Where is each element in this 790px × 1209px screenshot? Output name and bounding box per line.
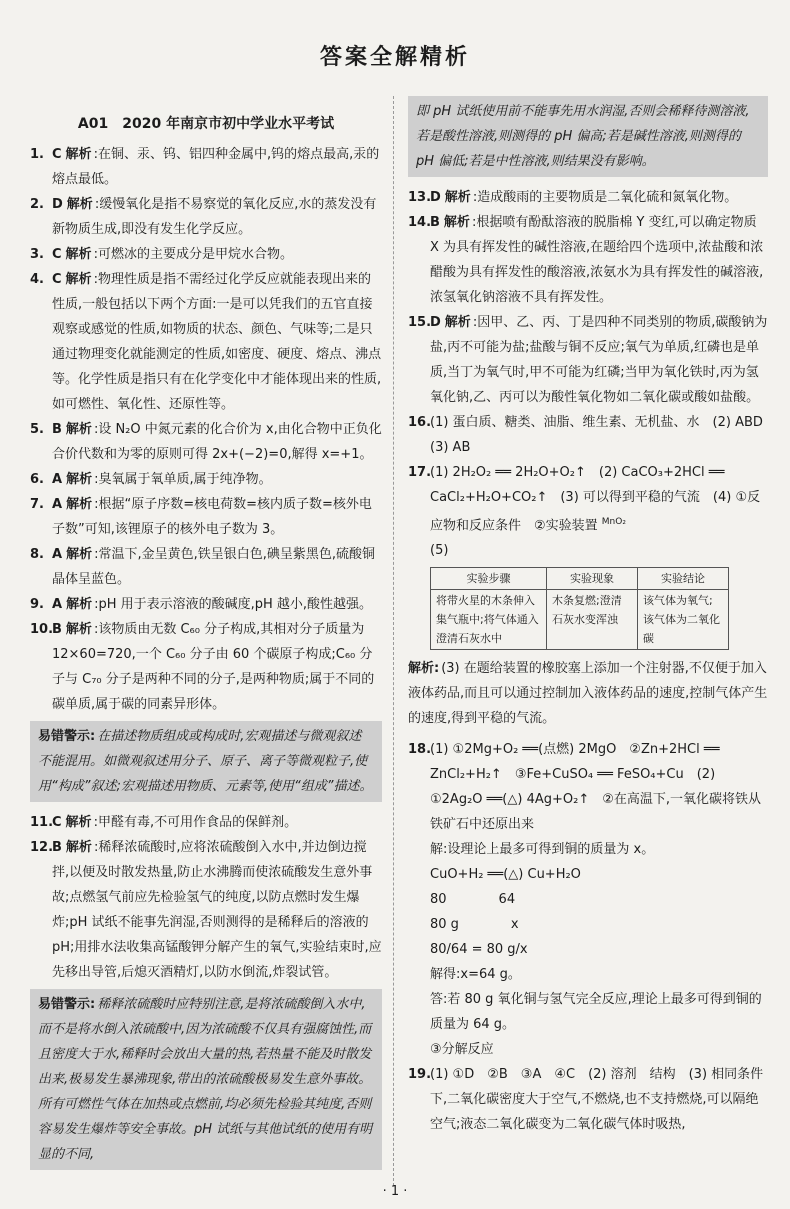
colon: :	[93, 815, 98, 830]
analysis-text: (3) 在题给装置的橡胶塞上添加一个注射器,不仅便于加入液体药品,而且可以通过控制加入液体药品的速度,控制气体产生的速度,得到平稳的气流。	[408, 661, 768, 727]
analysis-label: 解析	[65, 272, 92, 287]
question-number: 10.	[30, 622, 54, 637]
colon: :	[94, 197, 100, 212]
question-number: 15.	[408, 315, 432, 330]
warning-label: 易错警示:	[38, 729, 96, 744]
answer-letter: B	[52, 840, 62, 855]
answer-item	[30, 242, 382, 267]
answer-item-16	[408, 410, 768, 460]
answer-line: (3) AB	[430, 440, 471, 455]
experiment-table	[430, 567, 729, 650]
analysis-text: 甲醛有毒,不可用作食品的保鲜剂。	[97, 815, 298, 830]
answer-letter: C	[52, 272, 62, 287]
answer-lines	[430, 737, 768, 1062]
colon: :	[94, 472, 99, 487]
answer-letter: A	[52, 497, 63, 512]
answer-list	[30, 142, 382, 717]
analysis-text: 臭氧属于氧单质,属于纯净物。	[98, 472, 272, 487]
analysis-text: 该物质由无数 C₆₀ 分子构成,其相对分子质量为 12×60=720,一个 C₆₀ 分子由 60 个碳原子构成;C₆₀ 分子与 C₇₀ 分子是两种不同的分子,是两种物质;属于不同的碳单质,属于碳的同素异形体。	[52, 622, 375, 712]
analysis-text: 稀释浓硫酸时,应将浓硫酸倒入水中,并边倒边搅拌,以便及时散发热量,防止水沸腾而使浓硫酸发生意外事故;点燃氢气前应先检验氢气的纯度,以防点燃时发生爆炸;pH 试纸不能事先润湿,否则测得的是稀释后的溶液的 pH;用排水法收集高锰酸钾分解产生的氧气,实验结束时,应先移出导管,后熄灭酒精灯,以防水倒流,炸裂试管。	[52, 840, 382, 980]
colon: :	[93, 147, 98, 162]
answer-line: (1) ①D ②B ③A ④C (2) 溶剂 结构 (3) 相同条件下,二氧化碳密度大于空气,不燃烧,也不支持燃烧,可以隔绝空气;液态二氧化碳变为二氧化碳气体时吸热,	[430, 1067, 764, 1133]
answer-line: 解得:x=64 g。	[430, 967, 521, 983]
answer-item	[30, 417, 382, 467]
analysis-label: 解析	[66, 547, 93, 562]
table-cell: 该气体为氧气;该气体为二氧化碳	[638, 590, 729, 650]
question-number: 3.	[30, 247, 44, 262]
question-number: 14.	[408, 215, 432, 230]
answer-letter: D	[430, 315, 441, 330]
analysis-text: 因甲、乙、丙、丁是四种不同类别的物质,碳酸钠为盐,丙不可能为盐;盐酸与铜不反应;氧气为单质,红磷也是单质,当丁为氧气时,甲不可能为红磷;当甲为氧化铁时,丙为氢氧化钠,乙、丙可以为酸性氧化物如二氧化碳或酸如盐酸。	[430, 315, 768, 405]
analysis-label: 解析:	[408, 661, 440, 677]
right-column	[408, 96, 768, 1137]
answer-line: 80 64	[430, 892, 516, 908]
error-warning-box	[30, 989, 382, 1170]
analysis-label: 解析	[444, 190, 471, 205]
question-number: 17.	[408, 465, 432, 480]
answer-line: 答:若 80 g 氧化铜与氢气完全反应,理论上最多可得到铜的质量为 64 g。	[430, 992, 762, 1033]
analysis-text: 可燃冰的主要成分是甲烷水合物。	[97, 247, 293, 262]
analysis-label: 解析	[444, 315, 471, 330]
answer-item	[30, 142, 382, 192]
question-number: 5.	[30, 422, 44, 437]
colon: :	[472, 315, 478, 330]
question-number: 8.	[30, 547, 44, 562]
question-number: 4.	[30, 272, 44, 287]
analysis-text: 设 N₂O 中氮元素的化合价为 x,由化合物中正负化合价代数和为零的原则可得 2x+(−2)=0,解得 x=+1。	[52, 422, 382, 462]
analysis-text: pH 用于表示溶液的酸碱度,pH 越小,酸性越强。	[98, 597, 373, 612]
analysis-label: 解析	[65, 247, 92, 262]
question-number: 7.	[30, 497, 44, 512]
answer-letter: B	[52, 422, 62, 437]
question-number: 11.	[30, 815, 54, 830]
answer-item	[408, 185, 768, 210]
answer-item	[30, 192, 382, 242]
table-header: 实验现象	[547, 568, 638, 590]
warning-continued	[408, 96, 768, 177]
answer-letter: C	[52, 247, 62, 262]
analysis-label: 解析	[65, 622, 92, 637]
answer-line: (1) 蛋白质、糖类、油脂、维生素、无机盐、水 (2) ABD	[430, 415, 763, 430]
question-number: 19.	[408, 1067, 432, 1083]
answer-letter: A	[52, 472, 63, 487]
analysis-label: 解析	[443, 215, 470, 230]
answer-item	[30, 542, 382, 592]
answer-letter: D	[430, 190, 441, 205]
analysis-text: 物理性质是指不需经过化学反应就能表现出来的性质,一般包括以下两个方面:一是可以凭我们的五官直接观察或感觉的性质,如物质的状态、颜色、气味等;二是只通过物理变化就能测定的性质,如密度、硬度、熔点、沸点等。化学性质是指只有在化学变化中才能体现出来的性质,如可燃性、氧化性、还原性等。	[52, 272, 382, 412]
table-cell: 木条复燃;澄清石灰水变浑浊	[547, 590, 638, 650]
exam-title: A01 2020 年南京市初中学业水平考试	[77, 116, 335, 132]
answer-line: ③分解反应	[430, 1042, 494, 1058]
analysis-label: 解析	[65, 815, 92, 830]
table-header-row	[431, 568, 729, 590]
answer-item	[30, 592, 382, 617]
answer-item	[30, 810, 382, 835]
answer-letter: A	[52, 597, 63, 612]
analysis-text: 缓慢氧化是指不易察觉的氧化反应,水的蒸发没有新物质生成,即没有发生化学反应。	[52, 197, 377, 237]
colon: :	[471, 215, 477, 230]
left-column	[30, 112, 382, 1178]
answer-line: (5)	[430, 543, 449, 559]
answer-line: CuO+H₂ ══(△) Cu+H₂O	[430, 867, 581, 883]
table-header: 实验步骤	[431, 568, 547, 590]
analysis-label: 解析	[66, 472, 93, 487]
table-row	[431, 590, 729, 650]
analysis-text: 造成酸雨的主要物质是二氧化硫和氮氧化物。	[477, 190, 738, 205]
answer-item-17	[408, 460, 768, 563]
colon: :	[472, 190, 478, 205]
answer-letter: D	[52, 197, 63, 212]
answer-item-19	[408, 1062, 768, 1137]
question-number: 1.	[30, 147, 44, 162]
colon: :	[93, 840, 99, 855]
answer-letter: B	[52, 622, 62, 637]
answer-item	[408, 310, 768, 410]
colon: :	[93, 247, 98, 262]
analysis-text: 常温下,金呈黄色,铁呈银白色,碘呈紫黑色,硫酸铜晶体呈蓝色。	[52, 547, 375, 587]
table-header: 实验结论	[638, 568, 729, 590]
question-number: 13.	[408, 190, 432, 205]
warning-text: 在描述物质组成或构成时,宏观描述与微观叙述不能混用。如微观叙述用分子、原子、离子等微观粒子,使用“构成”叙述;宏观描述用物质、元素等,使用“组成”描述。	[38, 729, 373, 794]
column-divider	[393, 96, 394, 1186]
colon: :	[93, 422, 99, 437]
colon: :	[94, 597, 99, 612]
colon: :	[94, 547, 99, 562]
analysis-text: 在铜、汞、钨、铝四种金属中,钨的熔点最高,汞的熔点最低。	[52, 147, 380, 187]
colon: :	[93, 622, 99, 637]
question-number: 12.	[30, 840, 54, 855]
colon: :	[93, 272, 98, 287]
warning-text: 稀释浓硫酸时应特别注意,是将浓硫酸倒入水中,而不是将水倒入浓硫酸中,因为浓硫酸不仅具有强腐蚀性,而且密度大于水,稀释时会放出大量的热,若热量不能及时散发出来,极易发生暴沸现象,带出的浓硫酸极易发生意外事故。所有可燃性气体在加热或点燃前,均必须先检验其纯度,否则容易发生爆炸等安全事故。pH 试纸与其他试纸的使用有明显的不同,	[38, 997, 373, 1162]
table-cell: 将带火星的木条伸入集气瓶中;将气体通入澄清石灰水中	[431, 590, 547, 650]
answer-letter: B	[430, 215, 440, 230]
analysis-text: 根据“原子序数=核电荷数=核内质子数=核外电子数”可知,该锂原子的核外电子数为 3。	[52, 497, 372, 537]
question-number: 9.	[30, 597, 44, 612]
catalyst-label: MnO₂	[601, 517, 626, 527]
answer-text: (1) 2H₂O₂ ══ 2H₂O+O₂↑ (2) CaCO₃+2HCl ══ CaCl₂+H₂O+CO₂↑ (3) 可以得到平稳的气流 (4) ①反应物和反应条件 ②实验装置	[430, 465, 761, 534]
analysis-label: 解析	[66, 597, 93, 612]
analysis-label: 解析	[66, 197, 93, 212]
question-number: 6.	[30, 472, 44, 487]
answer-letter: C	[52, 815, 62, 830]
answer-line	[430, 460, 768, 538]
question-number: 2.	[30, 197, 44, 212]
analysis-label: 解析	[66, 497, 93, 512]
answer-item	[30, 492, 382, 542]
analysis-label: 解析	[65, 840, 92, 855]
answer-item-18	[408, 737, 768, 1062]
answer-line: 解:设理论上最多可得到铜的质量为 x。	[430, 842, 655, 858]
answer-item	[30, 467, 382, 492]
analysis-paragraph	[408, 656, 768, 731]
answer-item	[30, 617, 382, 717]
analysis-text: 根据喷有酚酞溶液的脱脂棉 Y 变红,可以确定物质 X 为具有挥发性的碱性溶液,在题给四个选项中,浓盐酸和浓醋酸为具有挥发性的酸溶液,浓氨水为具有挥发性的碱溶液,浓氢氧化钠溶液不具有挥发性。	[430, 215, 764, 305]
page-title: 答案全解精析	[319, 45, 470, 70]
answer-line: (1) ①2Mg+O₂ ══(点燃) 2MgO ②Zn+2HCl ══ ZnCl₂+H₂↑ ③Fe+CuSO₄ ══ FeSO₄+Cu (2) ①2Ag₂O ══(△) 4Ag+O₂↑ ②在高温下,一氧化碳将铁从铁矿石中还原出来	[430, 742, 762, 833]
error-warning-box	[30, 721, 382, 802]
answer-list	[408, 185, 768, 410]
answer-item	[30, 267, 382, 417]
colon: :	[94, 497, 99, 512]
answer-item	[408, 210, 768, 310]
analysis-label: 解析	[65, 422, 92, 437]
answer-line: 80 g x	[430, 917, 519, 933]
warning-text: 即 pH 试纸使用前不能事先用水润湿,否则会稀释待测溶液,若是酸性溶液,则测得的 pH 偏高;若是碱性溶液,则测得的 pH 偏低;若是中性溶液,则结果没有影响。	[416, 104, 750, 169]
question-number: 18.	[408, 742, 432, 758]
answer-item	[30, 835, 382, 985]
answer-letter: A	[52, 547, 63, 562]
answer-line: 80/64 = 80 g/x	[430, 942, 528, 958]
analysis-label: 解析	[65, 147, 92, 162]
answer-letter: C	[52, 147, 62, 162]
page-number: · 1 ·	[382, 1184, 408, 1199]
answer-list	[30, 810, 382, 985]
question-number: 16.	[408, 415, 432, 430]
warning-label: 易错警示:	[38, 997, 96, 1012]
